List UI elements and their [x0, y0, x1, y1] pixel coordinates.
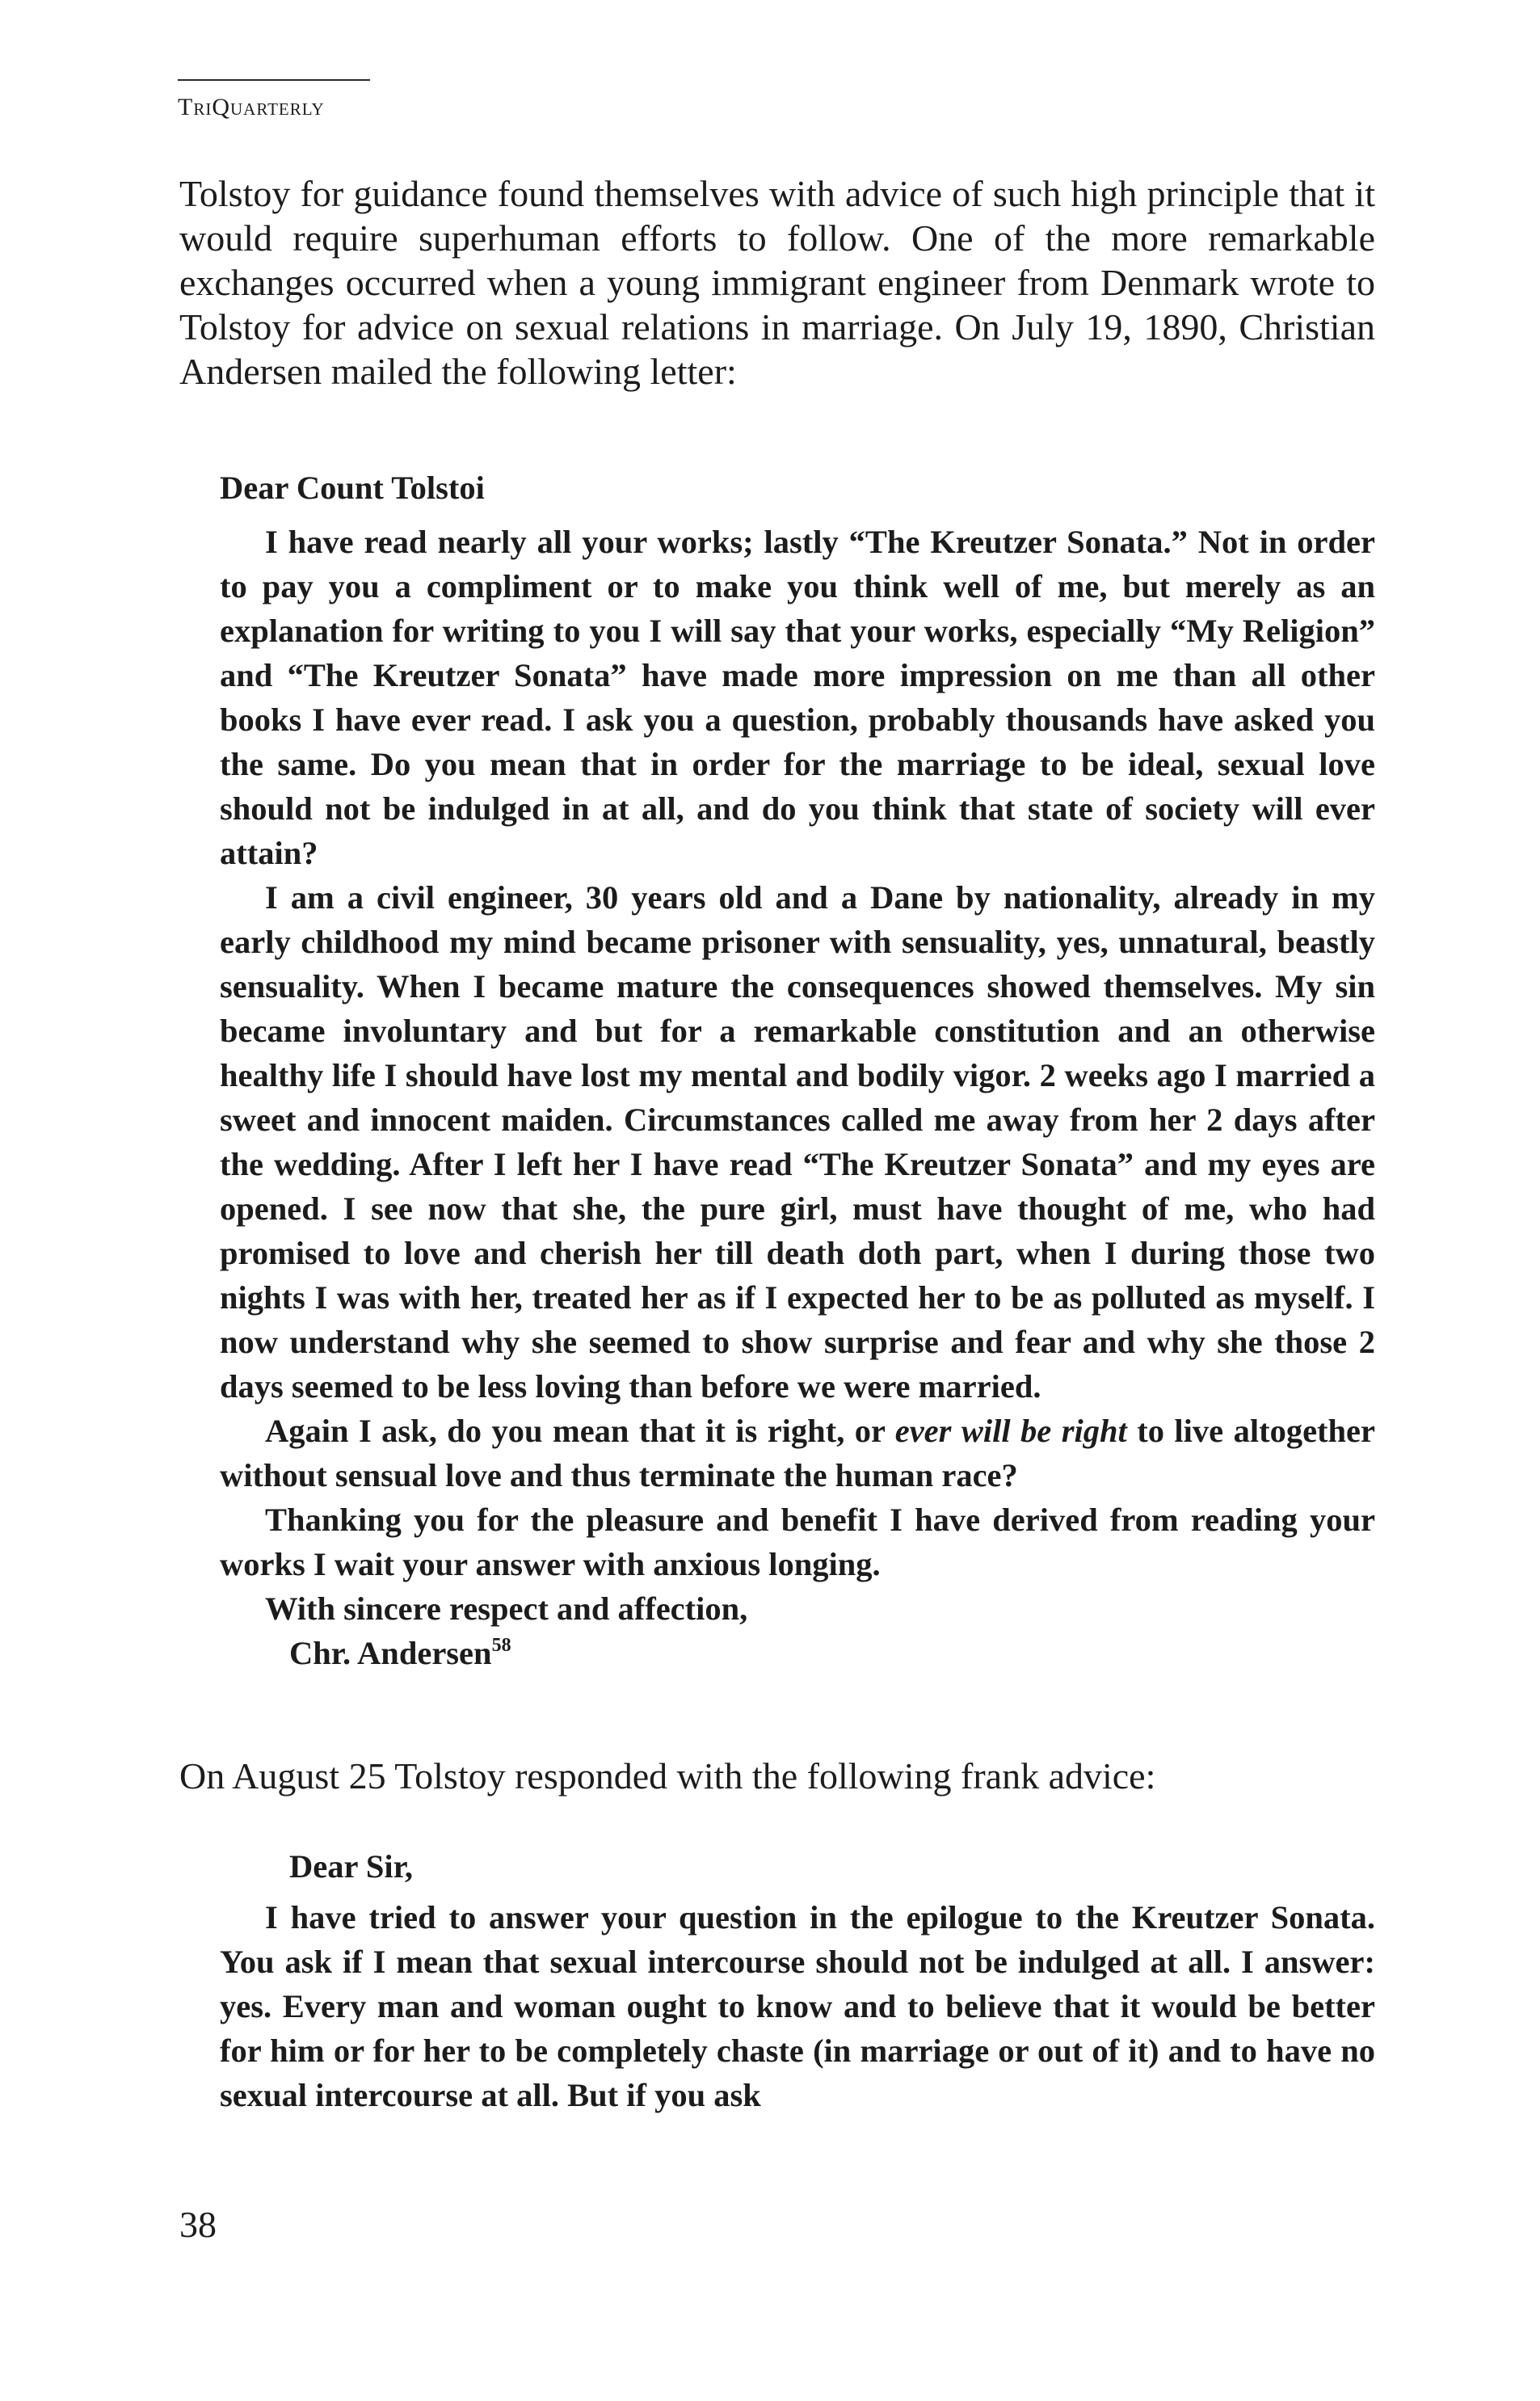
letter1-p3-emphasis: ever will be right	[894, 1413, 1127, 1449]
header-rule	[178, 79, 370, 81]
letter2-paragraph-1: I have tried to answer your question in the epilogue to the Kreutzer Sonata. You ask if I mean that sexual intercourse should not be indulged at all. I answer: yes. Every man and woman ought to know and to believe that it would be better for him or for her to be completely chaste (in marriage or out of it) and to have no sexual intercourse at all. But if you ask	[220, 1899, 1375, 2113]
page-number: 38	[179, 2204, 217, 2245]
tolstoy-letter	[220, 1844, 1375, 2117]
intro-paragraph: Tolstoy for guidance found themselves with advice of such high principle that it would require superhuman efforts to follow. One of the more remarkable exchanges occurred when a young immigrant engineer from Denmark wrote to Tolstoy for advice on sexual relations in marriage. On July 19, 1890, Christian Andersen mailed the following letter:	[179, 173, 1375, 392]
letter1-paragraph-1: I have read nearly all your works; lastly “The Kreutzer Sonata.” Not in order to pay you a compliment or to make you think well of me, but merely as an explanation for writing to you I will say that your works, especially “My Religion” and “The Kreutzer Sonata” have made more impression on me than all other books I have ever read. I ask you a question, probably thousands have asked you the same. Do you mean that in order for the marriage to be ideal, sexual love should not be indulged in at all, and do you think that state of society will ever attain?	[220, 524, 1375, 871]
letter1-paragraph-4: Thanking you for the pleasure and benefit I have derived from reading your works I wait your answer with anxious longing.	[220, 1502, 1375, 1582]
transition-paragraph: On August 25 Tolstoy responded with the following frank advice:	[179, 1755, 1156, 1797]
letter1-salutation: Dear Count Tolstoi	[220, 470, 485, 506]
running-head: TriQuarterly	[178, 94, 325, 120]
letter1-p3-end: to live altogether without sensual love and thus terminate the human race?	[220, 1413, 1376, 1493]
letter2-salutation: Dear Sir,	[289, 1848, 414, 1885]
letter1-paragraph-2: I am a civil engineer, 30 years old and a Dane by nationality, already in my early childhood my mind became prisoner with sensuality, yes, unnatural, beastly sensuality. When I became mature the consequences showed themselves. My sin became involuntary and but for a remarkable constitution and an otherwise healthy life I should have lost my mental and bodily vigor. 2 weeks ago I married a sweet and innocent maiden. Circumstances called me away from her 2 days after the wedding. After I left her I have read “The Kreutzer Sonata” and my eyes are opened. I see now that she, the pure girl, must have thought of me, who had promised to love and cherish her till death doth part, when I during those two nights I was with her, treated her as if I expected her to be as polluted as myself. I now understand why she seemed to show surprise and fear and why she those 2 days seemed to be less loving than before we were married.	[220, 879, 1375, 1405]
andersen-letter	[220, 465, 1375, 1675]
letter1-p3-start: Again I ask, do you mean that it is right, or	[265, 1413, 886, 1449]
signature-name: Chr. Andersen	[289, 1635, 492, 1671]
letter1-paragraph-3	[220, 1409, 1375, 1497]
letter1-closing: With sincere respect and affection,	[265, 1590, 748, 1627]
footnote-ref: 58	[491, 1635, 511, 1656]
letter1-signature	[220, 1631, 1375, 1675]
